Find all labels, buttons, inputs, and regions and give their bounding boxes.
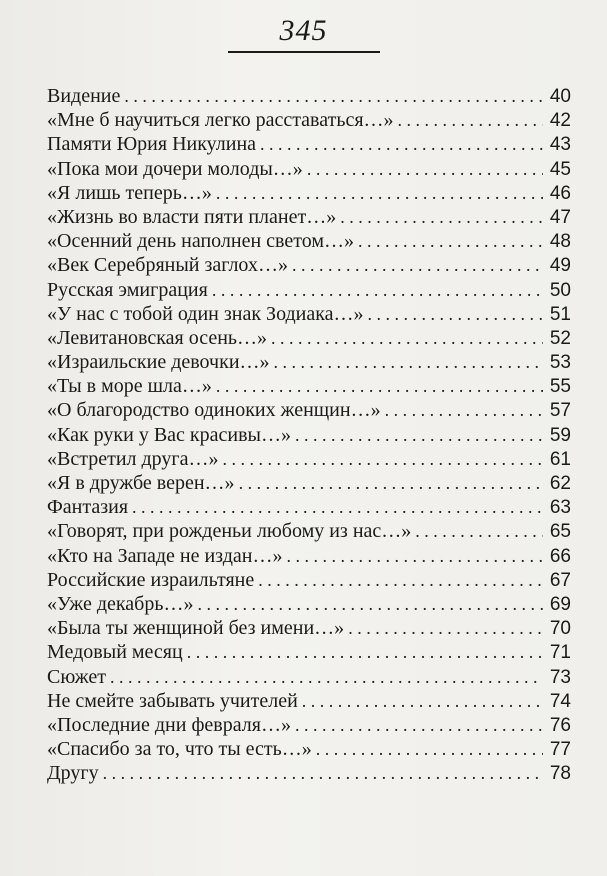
toc-entry-page: 78 xyxy=(549,763,571,785)
toc-entry-title: Видение xyxy=(47,85,121,107)
toc-leader-dots xyxy=(295,423,543,447)
toc-entry-page: 74 xyxy=(549,690,571,712)
toc-entry xyxy=(47,374,571,398)
toc-leader-dots xyxy=(292,253,543,277)
toc-entry-page: 57 xyxy=(549,400,571,422)
toc-entry xyxy=(47,544,571,568)
toc-entry-page: 73 xyxy=(549,666,571,688)
toc-entry-page: 59 xyxy=(549,424,571,446)
toc-entry xyxy=(47,592,571,616)
toc-entry-page: 69 xyxy=(549,593,571,615)
toc-leader-dots xyxy=(223,447,544,471)
toc-entry-title: «Встретил друга…» xyxy=(47,447,219,470)
toc-entry-page: 45 xyxy=(549,158,571,180)
toc-entry-page: 43 xyxy=(549,134,571,156)
toc-entry-page: 50 xyxy=(549,279,571,301)
toc-leader-dots xyxy=(197,592,543,616)
toc-entry xyxy=(47,398,571,422)
toc-entry xyxy=(47,495,571,519)
toc-leader-dots xyxy=(340,205,543,229)
toc-entry-page: 66 xyxy=(549,545,571,567)
toc-entry-title: «Мне б научиться легко расставаться…» xyxy=(47,109,394,132)
toc-entry-page: 62 xyxy=(549,473,571,494)
toc-entry xyxy=(47,205,571,229)
toc-leader-dots xyxy=(415,519,543,543)
toc-entry xyxy=(47,689,571,713)
toc-entry-title: «Спасибо за то, что ты есть…» xyxy=(47,738,312,761)
toc-leader-dots xyxy=(260,132,543,156)
toc-leader-dots xyxy=(258,568,543,592)
toc-leader-dots xyxy=(316,737,543,761)
toc-entry-page: 49 xyxy=(549,255,571,277)
toc-leader-dots xyxy=(187,640,543,664)
toc-entry xyxy=(47,326,571,350)
toc-entry xyxy=(47,640,571,664)
toc-leader-dots xyxy=(307,157,543,181)
toc-entry xyxy=(47,229,571,253)
toc-entry xyxy=(47,181,571,205)
toc-entry-page: 61 xyxy=(549,448,571,470)
toc-entry xyxy=(47,253,571,277)
toc-leader-dots xyxy=(132,495,543,519)
toc-leader-dots xyxy=(274,350,543,374)
toc-entry-title: «О благородство одиноких женщин…» xyxy=(47,399,381,422)
toc-entry xyxy=(47,713,571,737)
toc-entry xyxy=(47,132,571,156)
toc-entry-page: 63 xyxy=(549,497,571,519)
toc-entry-title: «Я лишь теперь…» xyxy=(47,181,212,204)
toc-leader-dots xyxy=(271,326,543,350)
table-of-contents xyxy=(47,84,571,785)
toc-entry-page: 51 xyxy=(549,303,571,325)
toc-entry-title: «Пока мои дочери молоды…» xyxy=(47,157,303,180)
toc-leader-dots xyxy=(358,229,543,253)
toc-leader-dots xyxy=(398,108,543,132)
toc-leader-dots xyxy=(348,616,543,640)
toc-entry xyxy=(47,278,571,302)
toc-entry xyxy=(47,737,571,761)
toc-entry xyxy=(47,761,571,785)
toc-leader-dots xyxy=(286,544,543,568)
toc-leader-dots xyxy=(368,302,543,326)
toc-leader-dots xyxy=(110,665,543,689)
toc-leader-dots xyxy=(103,761,543,785)
toc-entry xyxy=(47,350,571,374)
toc-entry-page: 46 xyxy=(549,182,571,204)
toc-entry xyxy=(47,84,571,108)
toc-entry-title: Российские израильтяне xyxy=(47,568,255,591)
toc-entry-title: Медовый месяц xyxy=(47,641,183,664)
toc-entry-page: 71 xyxy=(549,642,571,664)
toc-entry-page: 67 xyxy=(549,569,571,591)
toc-entry-title: «Говорят, при рожденьи любому из нас…» xyxy=(47,520,412,543)
toc-entry-title: «Ты в море шла…» xyxy=(47,375,212,398)
toc-entry xyxy=(47,471,571,495)
toc-entry-title: «Осенний день наполнен светом…» xyxy=(47,230,354,253)
toc-entry-page: 48 xyxy=(549,231,571,253)
toc-entry-page: 55 xyxy=(549,376,571,398)
toc-entry-page: 47 xyxy=(549,206,571,228)
toc-leader-dots xyxy=(124,84,543,108)
toc-leader-dots xyxy=(295,713,543,737)
toc-entry-page: 65 xyxy=(549,521,571,543)
toc-entry-title: «Кто на Западе не издан…» xyxy=(47,544,283,567)
toc-entry-page: 40 xyxy=(549,86,571,107)
toc-entry xyxy=(47,616,571,640)
toc-entry-title: «Была ты женщиной без имени…» xyxy=(47,617,345,640)
toc-leader-dots xyxy=(212,278,543,302)
toc-entry xyxy=(47,302,571,326)
toc-entry-page: 76 xyxy=(549,714,571,736)
page-number: 345 xyxy=(279,14,328,47)
toc-entry xyxy=(47,519,571,543)
toc-entry-title: Русская эмиграция xyxy=(47,278,208,301)
toc-entry-title: «Как руки у Вас красивы…» xyxy=(47,423,291,446)
toc-leader-dots xyxy=(385,398,543,422)
toc-entry-title: Памяти Юрия Никулина xyxy=(47,133,257,156)
header-rule xyxy=(228,51,380,53)
toc-entry-title: «Левитановская осень…» xyxy=(47,326,268,349)
toc-entry xyxy=(47,665,571,689)
toc-leader-dots xyxy=(302,689,543,713)
toc-entry-title: Не смейте забывать учителей xyxy=(47,689,298,712)
toc-entry-title: Другу xyxy=(47,762,99,785)
toc-entry-page: 77 xyxy=(549,739,571,761)
toc-leader-dots xyxy=(239,471,543,495)
toc-leader-dots xyxy=(216,374,543,398)
toc-leader-dots xyxy=(216,181,543,205)
toc-entry-title: «Израильские девочки…» xyxy=(47,351,270,374)
toc-entry-page: 42 xyxy=(549,110,571,132)
toc-entry-title: Фантазия xyxy=(47,496,129,519)
toc-entry-page: 52 xyxy=(549,327,571,349)
toc-entry xyxy=(47,447,571,471)
toc-entry-title: «Последние дни февраля…» xyxy=(47,713,291,736)
toc-entry-title: «Уже декабрь…» xyxy=(47,592,194,615)
toc-entry xyxy=(47,108,571,132)
toc-entry-title: «Век Серебряный заглох…» xyxy=(47,254,288,277)
toc-entry xyxy=(47,423,571,447)
toc-entry-page: 53 xyxy=(549,352,571,374)
toc-entry-title: Сюжет xyxy=(47,665,106,688)
toc-entry xyxy=(47,568,571,592)
toc-entry-title: «Жизнь во власти пяти планет…» xyxy=(47,205,337,228)
toc-entry-title: «У нас с тобой один знак Зодиака…» xyxy=(47,302,364,325)
toc-entry-page: 70 xyxy=(549,618,571,640)
toc-entry xyxy=(47,157,571,181)
toc-entry-title: «Я в дружбе верен…» xyxy=(47,472,235,494)
